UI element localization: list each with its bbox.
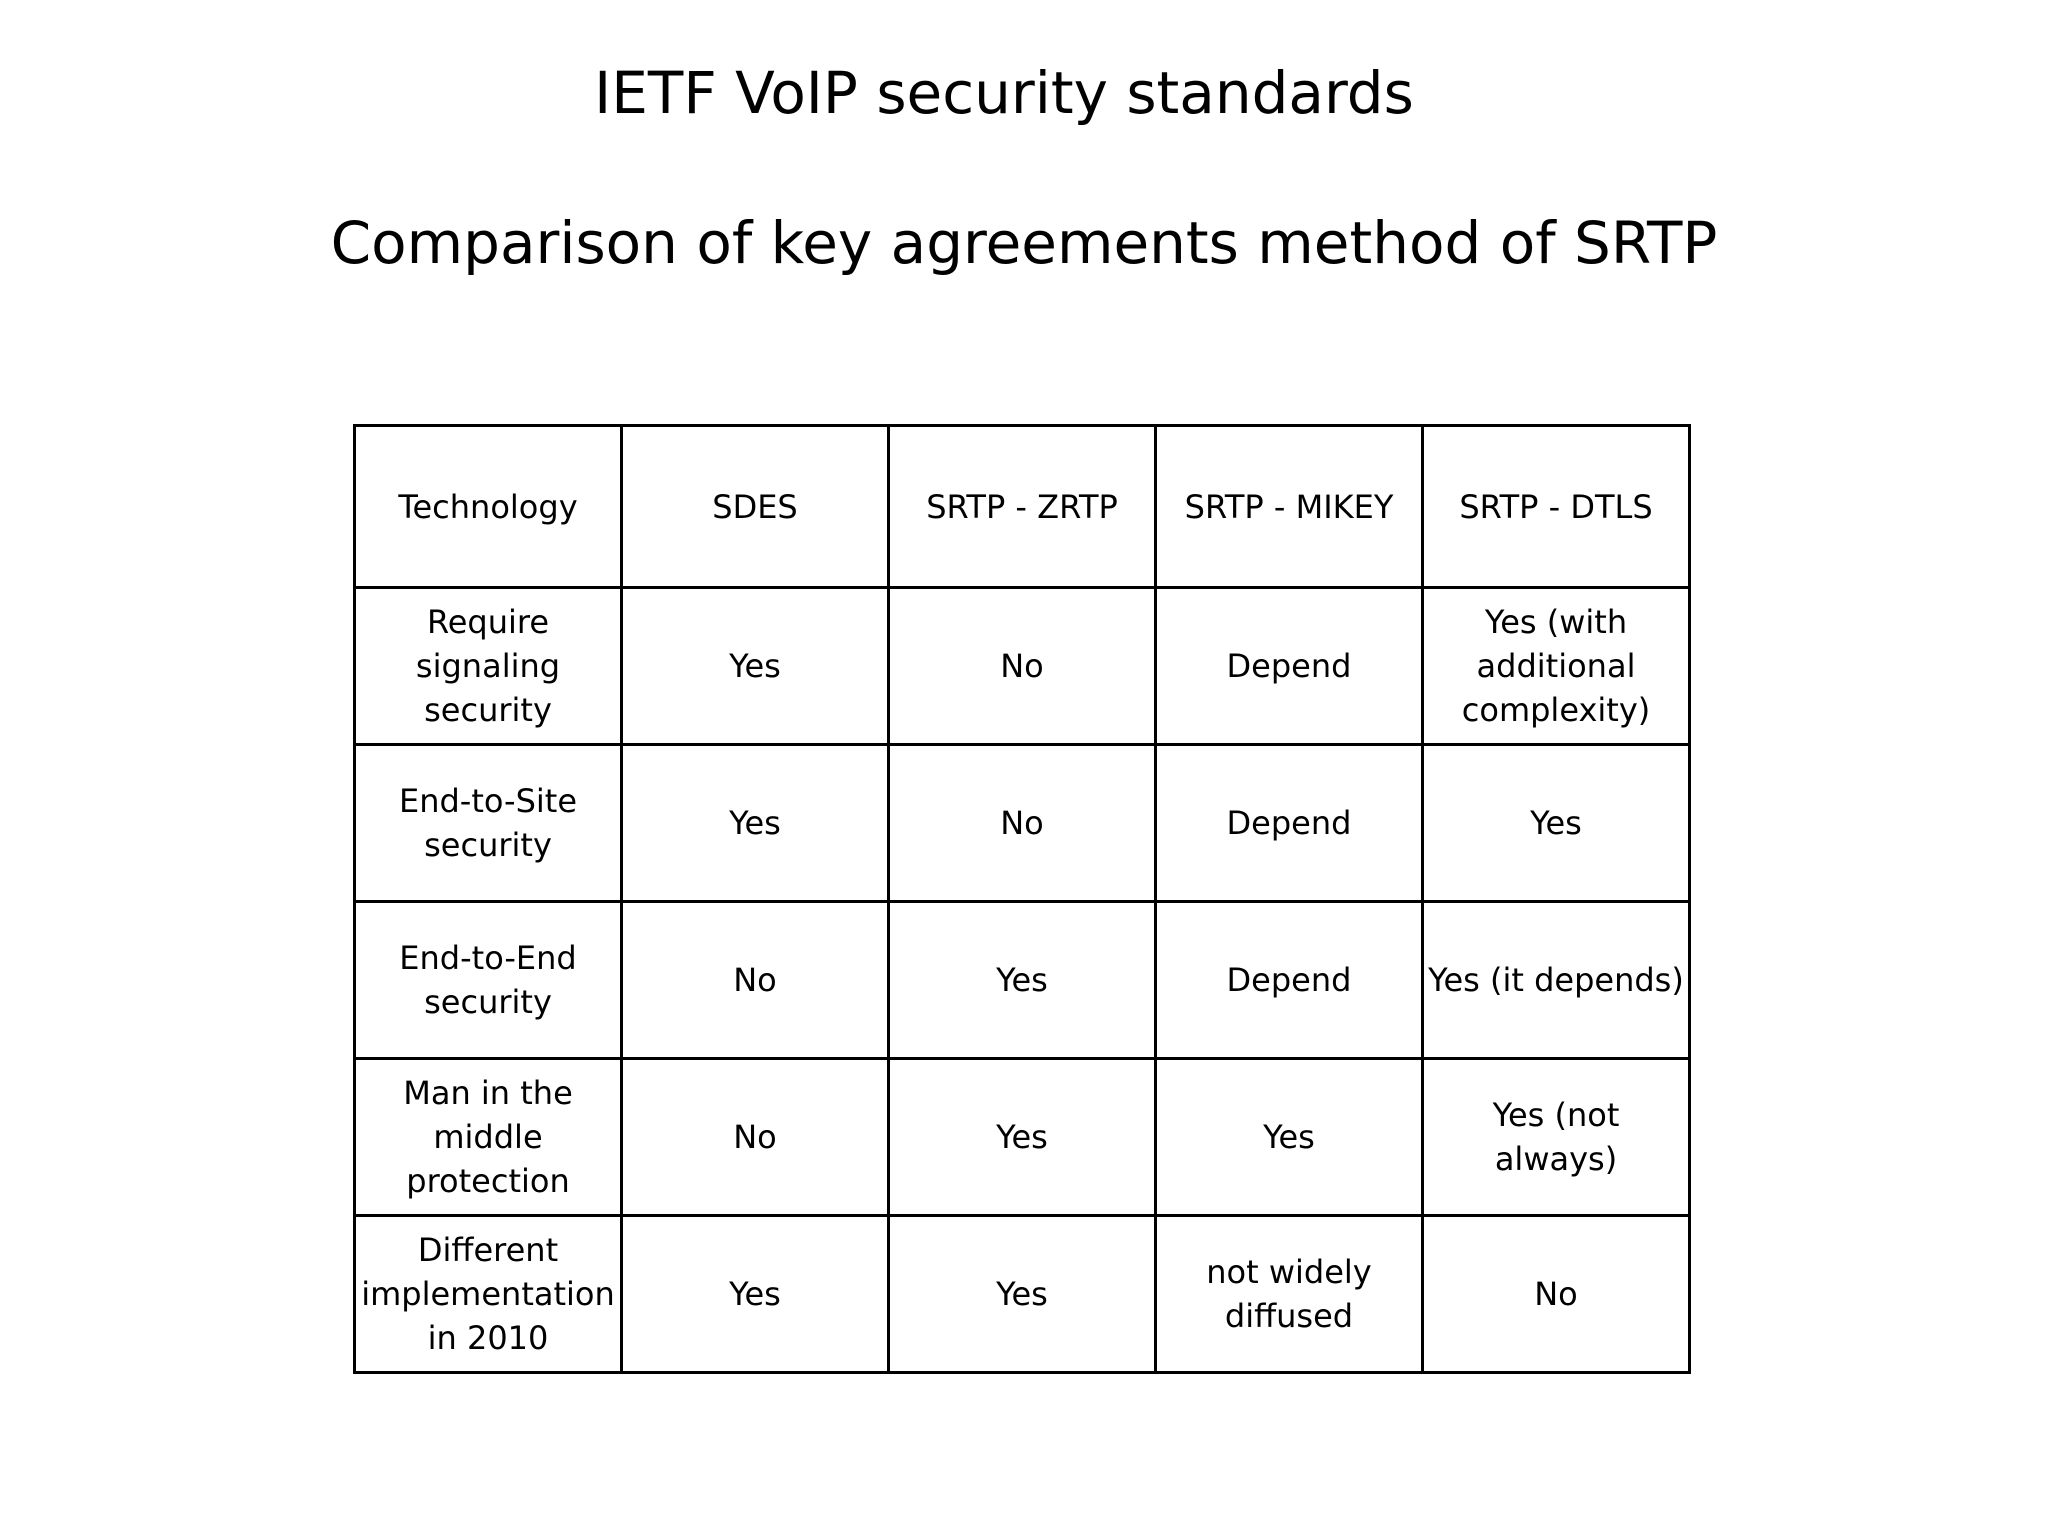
table-row — [355, 902, 1690, 1059]
table-cell: Yes — [622, 588, 889, 745]
table-cell: No — [622, 902, 889, 1059]
table-cell: not widely diffused — [1156, 1216, 1423, 1373]
header-cell-technology: Technology — [355, 426, 622, 588]
table-cell: No — [889, 588, 1156, 745]
table-header-row — [355, 426, 1690, 588]
table-row — [355, 745, 1690, 902]
table-cell: Yes — [622, 1216, 889, 1373]
table-row — [355, 588, 1690, 745]
table-cell: Yes — [622, 745, 889, 902]
table-cell: Yes — [1156, 1059, 1423, 1216]
header-cell-mikey: SRTP - MIKEY — [1156, 426, 1423, 588]
table-row — [355, 1216, 1690, 1373]
table-cell: Depend — [1156, 588, 1423, 745]
header-cell-zrtp: SRTP - ZRTP — [889, 426, 1156, 588]
row-label-cell: Require signaling security — [355, 588, 622, 745]
table-cell: No — [1423, 1216, 1690, 1373]
table-cell: Yes (not always) — [1423, 1059, 1690, 1216]
table-cell: Depend — [1156, 902, 1423, 1059]
table-cell: Yes — [889, 1216, 1156, 1373]
comparison-table — [353, 424, 1691, 1374]
slide-title: IETF VoIP security standards — [594, 59, 1414, 127]
table-cell: Yes (it depends) — [1423, 902, 1690, 1059]
table-row — [355, 1059, 1690, 1216]
row-label-cell: Man in the middle protection — [355, 1059, 622, 1216]
header-cell-dtls: SRTP - DTLS — [1423, 426, 1690, 588]
slide-subtitle: Comparison of key agreements method of SRTP — [330, 209, 1718, 277]
table-cell: No — [889, 745, 1156, 902]
header-cell-sdes: SDES — [622, 426, 889, 588]
row-label-cell: End-to-Site security — [355, 745, 622, 902]
table-cell: No — [622, 1059, 889, 1216]
row-label-cell: Different implementation in 2010 — [355, 1216, 622, 1373]
row-label-cell: End-to-End security — [355, 902, 622, 1059]
table-cell: Depend — [1156, 745, 1423, 902]
table-cell: Yes — [889, 1059, 1156, 1216]
table-cell: Yes — [1423, 745, 1690, 902]
table-cell: Yes (with additional complexity) — [1423, 588, 1690, 745]
table-cell: Yes — [889, 902, 1156, 1059]
